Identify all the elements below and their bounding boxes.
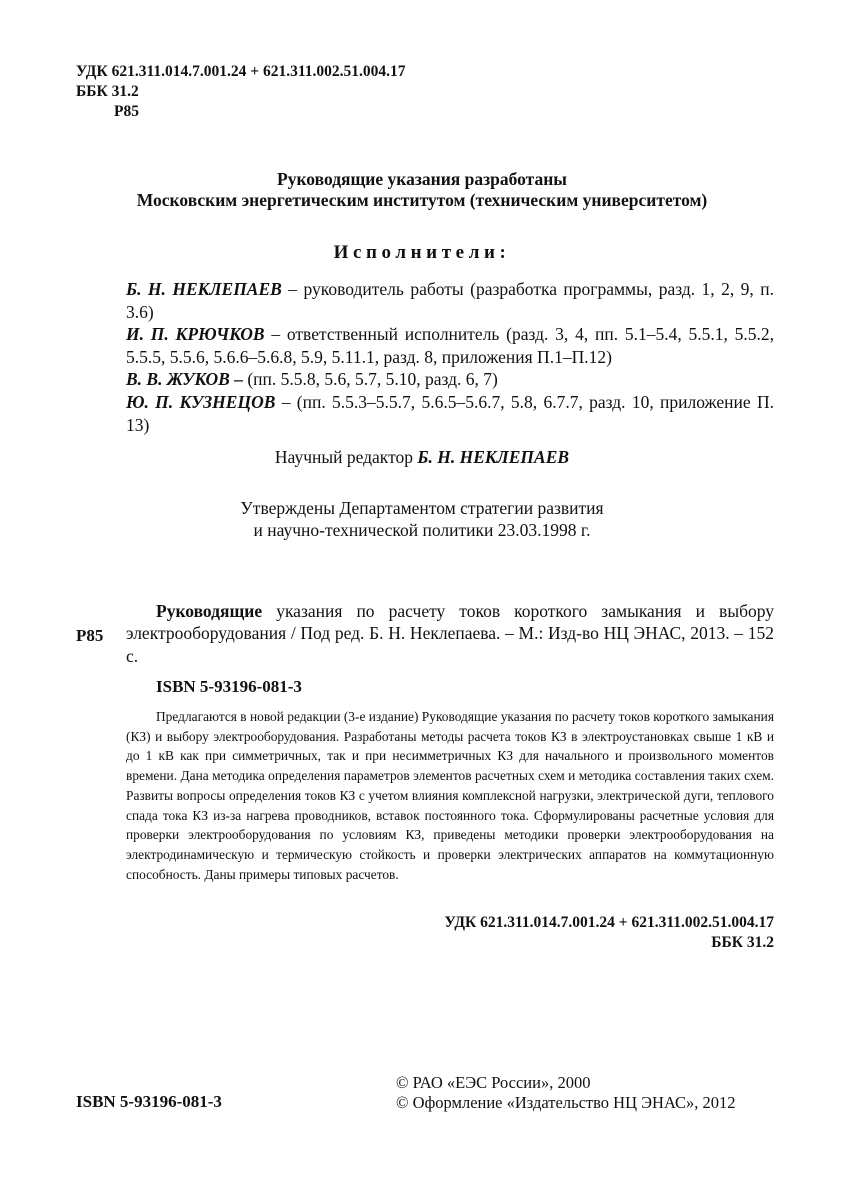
executor-name: Б. Н. НЕКЛЕПАЕВ [126, 279, 282, 299]
executors-list [126, 278, 774, 436]
executor-role: ответственный исполнитель (разд. 3, 4, пп. 5.1–5.4, 5.5.1, 5.5.2, 5.5.5, 5.5.6, 5.6.6–5.6.8, 5.9, 5.11.1, разд. 8, приложения П.1–П.12) [126, 324, 775, 367]
bibliographic-record [126, 600, 774, 667]
executor-name: Ю. П. КУЗНЕЦОВ [126, 391, 276, 412]
executors-title: Исполнители: [333, 242, 511, 263]
executor-role: (пп. 5.5.3–5.5.7, 5.6.5–5.6.7, 5.8, 6.7.7, разд. 10, приложение П. 13) [126, 391, 774, 435]
developed-by-block [0, 169, 844, 211]
approval-block [0, 497, 844, 541]
copyright-line1: © РАО «ЕЭС России», 2000 [396, 1073, 591, 1092]
executor-entry [126, 368, 774, 391]
isbn-footer: ISBN 5-93196-081-3 [76, 1092, 222, 1111]
executor-name: В. В. ЖУКОВ – [126, 369, 243, 390]
scientific-editor [0, 447, 844, 468]
executor-entry: Ю. П. КУЗНЕЦОВ – (пп. 5.5.3–5.5.7, 5.6.5–5.6.7, 5.8, 6.7.7, разд. 10, приложение П. 13) [126, 391, 774, 435]
classification-codes [76, 62, 405, 122]
copyright-block [396, 1073, 736, 1113]
approval-line1: Утверждены Департаментом стратегии развития [240, 498, 604, 518]
bibliographic-code: Р85 [76, 626, 104, 645]
bbk-code-bottom: ББК 31.2 [711, 934, 774, 951]
developed-by-line1: Руководящие указания разработаны [277, 169, 567, 189]
author-sign: Р85 [114, 103, 139, 120]
isbn: ISBN 5-93196-081-3 [156, 677, 302, 696]
classification-codes-bottom [445, 913, 774, 953]
executor-entry: Б. Н. НЕКЛЕПАЕВ – руководитель работы (разработка программы, разд. 1, 2, 9, п. 3.6) [126, 279, 774, 322]
executor-role: руководитель работы (разработка программы, разд. 1, 2, 9, п. 3.6) [126, 279, 774, 322]
executor-entry: И. П. КРЮЧКОВ – ответственный исполнитель (разд. 3, 4, пп. 5.1–5.4, 5.5.1, 5.5.2, 5.5.5, 5.5.6, 5.6.6–5.6.8, 5.9, 5.11.1, разд. 8, приложения П.1–П.12) [126, 324, 775, 367]
bibliographic-title-word: Руководящие [156, 601, 263, 621]
editor-label: Научный редактор [274, 447, 413, 467]
bibliographic-text: указания по расчету токов короткого замыкания и выбору электрооборудования / Под ред. Б. Н. Неклепаева. – М.: Изд-во НЦ ЭНАС, 2013. – 152 с. [126, 601, 774, 666]
executor-role: (пп. 5.5.8, 5.6, 5.7, 5.10, разд. 6, 7) [247, 369, 498, 390]
developed-by-line2: Московским энергетическим институтом (техническим университетом) [136, 190, 708, 210]
approval-line2: и научно-технической политики 23.03.1998 г. [253, 520, 591, 540]
bbk-code: ББК 31.2 [76, 83, 139, 100]
editor-name: Б. Н. НЕКЛЕПАЕВ [417, 447, 570, 467]
copyright-line2: © Оформление «Издательство НЦ ЭНАС», 2012 [396, 1093, 736, 1112]
executor-name: И. П. КРЮЧКОВ [126, 324, 265, 345]
abstract-text: Предлагаются в новой редакции (3-е издание) Руководящие указания по расчету токов короткого замыкания (КЗ) и выбору электрооборудования. Разработаны методы расчета токов КЗ в электроустановках свыше 1 кВ и до 1 кВ как при симметричных, так и при несимметричных КЗ для начального и произвольного моментов времени. Дана методика определения параметров элементов расчетных схем и методика составления таких схем. Развиты вопросы определения токов КЗ с учетом влияния комплексной нагрузки, электрической дуги, теплового спада тока КЗ из-за нагрева проводников, вставок постоянного тока. Сформулированы расчетные условия для проверки электрооборудования по условиям КЗ, приведены методики проверки электрооборудования на электродинамическую и термическую стойкость и проверки электрических аппаратов на коммутационную способность. Даны примеры типовых расчетов. [126, 709, 774, 882]
udk-code-bottom: УДК 621.311.014.7.001.24 + 621.311.002.51.004.17 [444, 914, 774, 931]
udk-code: УДК 621.311.014.7.001.24 + 621.311.002.51.004.17 [76, 63, 406, 80]
abstract [126, 707, 774, 884]
